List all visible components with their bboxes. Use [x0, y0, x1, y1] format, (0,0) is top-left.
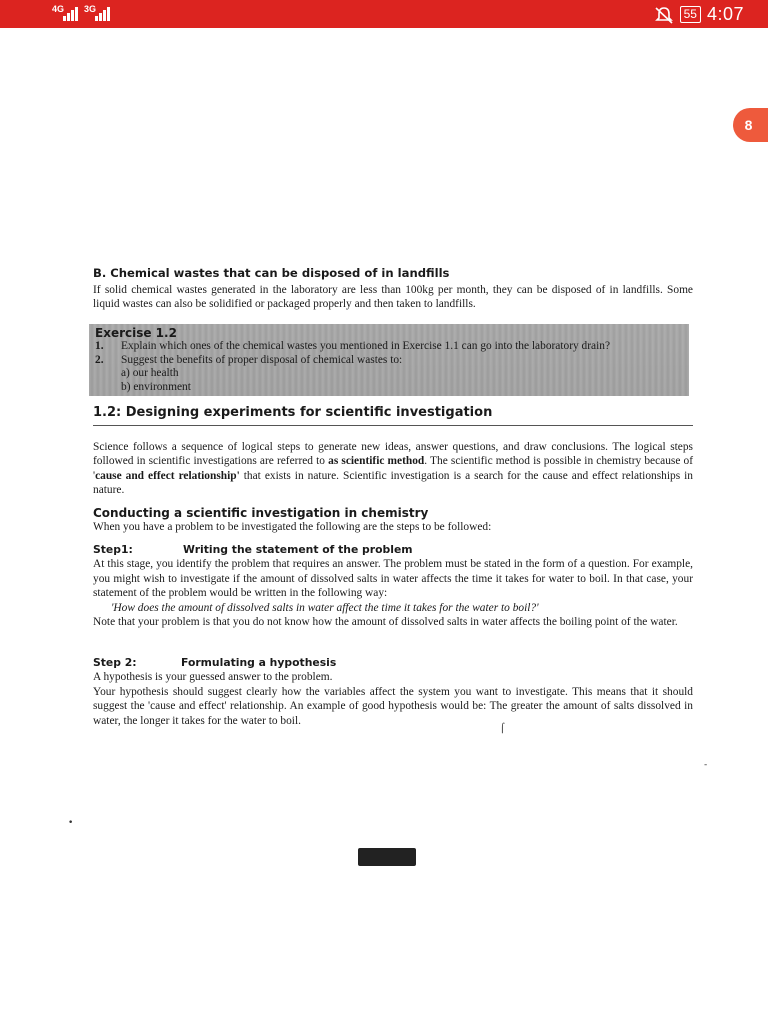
- step-2-label: Step 2:: [93, 655, 137, 669]
- exercise-box: [89, 324, 689, 397]
- exercise-item-number: 1.: [95, 340, 104, 352]
- step-1-label: Step1:: [93, 542, 133, 556]
- exercise-sub-a: a) our health: [121, 367, 179, 379]
- exercise-item-number: 2.: [95, 353, 104, 366]
- clock: 4:07: [706, 4, 744, 24]
- step-1-note: Note that your problem is that you do not know how the amount of dissolved salts in water affects the boiling point of the water.: [93, 616, 678, 628]
- exercise-item-2: [95, 354, 683, 368]
- page-number-label: 8: [744, 117, 753, 133]
- step-2-line1: A hypothesis is your guessed answer to the problem.: [93, 671, 333, 683]
- exercise-sub-b: b) environment: [121, 380, 191, 393]
- signal-3g-icon: [95, 7, 110, 21]
- section-b-text: If solid chemical wastes generated in the laboratory are less than 100kg per month, they can be disposed of in landfills. Some liquid wastes can also be solidified or packaged properly and then taken to landfills.: [93, 283, 693, 310]
- intro-text: . The scientific method is possible in chemistry because of ': [93, 455, 694, 482]
- section-1-2-title: 1.2: Designing experiments for scientific investigation: [93, 406, 693, 426]
- exercise-item-1: [95, 340, 683, 354]
- network-4g-label: 4G: [52, 4, 65, 14]
- step-2-heading: [93, 656, 693, 671]
- scan-mark: ‐: [704, 760, 708, 770]
- conducting-text: When you have a problem to be investigated the following are the steps to be followed:: [93, 521, 492, 533]
- intro-text: Science follows a sequence of logical steps to generate new ideas, answer questions, and draw conclusions. The logical steps followed in scientific investigations are referred to: [93, 440, 693, 467]
- step-1-text: At this stage, you identify the problem that requires an answer. The problem must be stated in the form of a question. For example, you might wish to investigate if the amount of dissolved salts in water affects the time it takes for water to boil. In that case, your statement of the problem would be written in the following way:: [93, 558, 693, 599]
- section-1-2-intro: [93, 440, 693, 498]
- scan-mark: •: [68, 818, 74, 828]
- exercise-title: Exercise 1.2: [95, 325, 177, 340]
- step-1-title: Writing the statement of the problem: [183, 542, 413, 556]
- exercise-item-text: Explain which ones of the chemical wastes you mentioned in Exercise 1.1 can go into the laboratory drain?: [121, 340, 611, 352]
- status-right-group: [654, 4, 744, 25]
- step-1-question: 'How does the amount of dissolved salts in water affect the time it takes for the water to boil?': [111, 601, 539, 614]
- network-3g-label: 3G: [84, 4, 97, 14]
- battery-level: 55: [683, 7, 697, 21]
- conducting-title: Conducting a scientific investigation in chemistry: [93, 505, 429, 520]
- signal-4g-icon: [63, 7, 78, 21]
- step-2-title: Formulating a hypothesis: [181, 655, 337, 669]
- document-page: [93, 266, 693, 728]
- status-bar: [0, 0, 768, 28]
- scan-mark: ⌠: [500, 724, 505, 734]
- exercise-item-text: Suggest the benefits of proper disposal of chemical wastes to:: [121, 353, 403, 366]
- page-number-badge[interactable]: [733, 108, 768, 142]
- mute-icon: [654, 6, 674, 24]
- intro-bold: as scientific method: [328, 455, 425, 467]
- intro-bold: cause and effect relationship': [95, 469, 240, 482]
- step-2-text: Your hypothesis should suggest clearly how the variables affect the system you want to investigate. This means that it should suggest the 'cause and effect' relationship. An example of good hypothesis would be: The greater the amount of salts dissolved in water, the longer it takes for the water to boil.: [93, 685, 693, 727]
- section-b-title: B. Chemical wastes that can be disposed of in landfills: [93, 266, 450, 280]
- page-footer-mark: [358, 848, 416, 866]
- step-1-heading: [93, 543, 693, 558]
- intro-text: that exists in nature. Scientific investigation is a search for the cause and effect relationships in nature.: [93, 469, 694, 496]
- battery-icon: [680, 6, 701, 23]
